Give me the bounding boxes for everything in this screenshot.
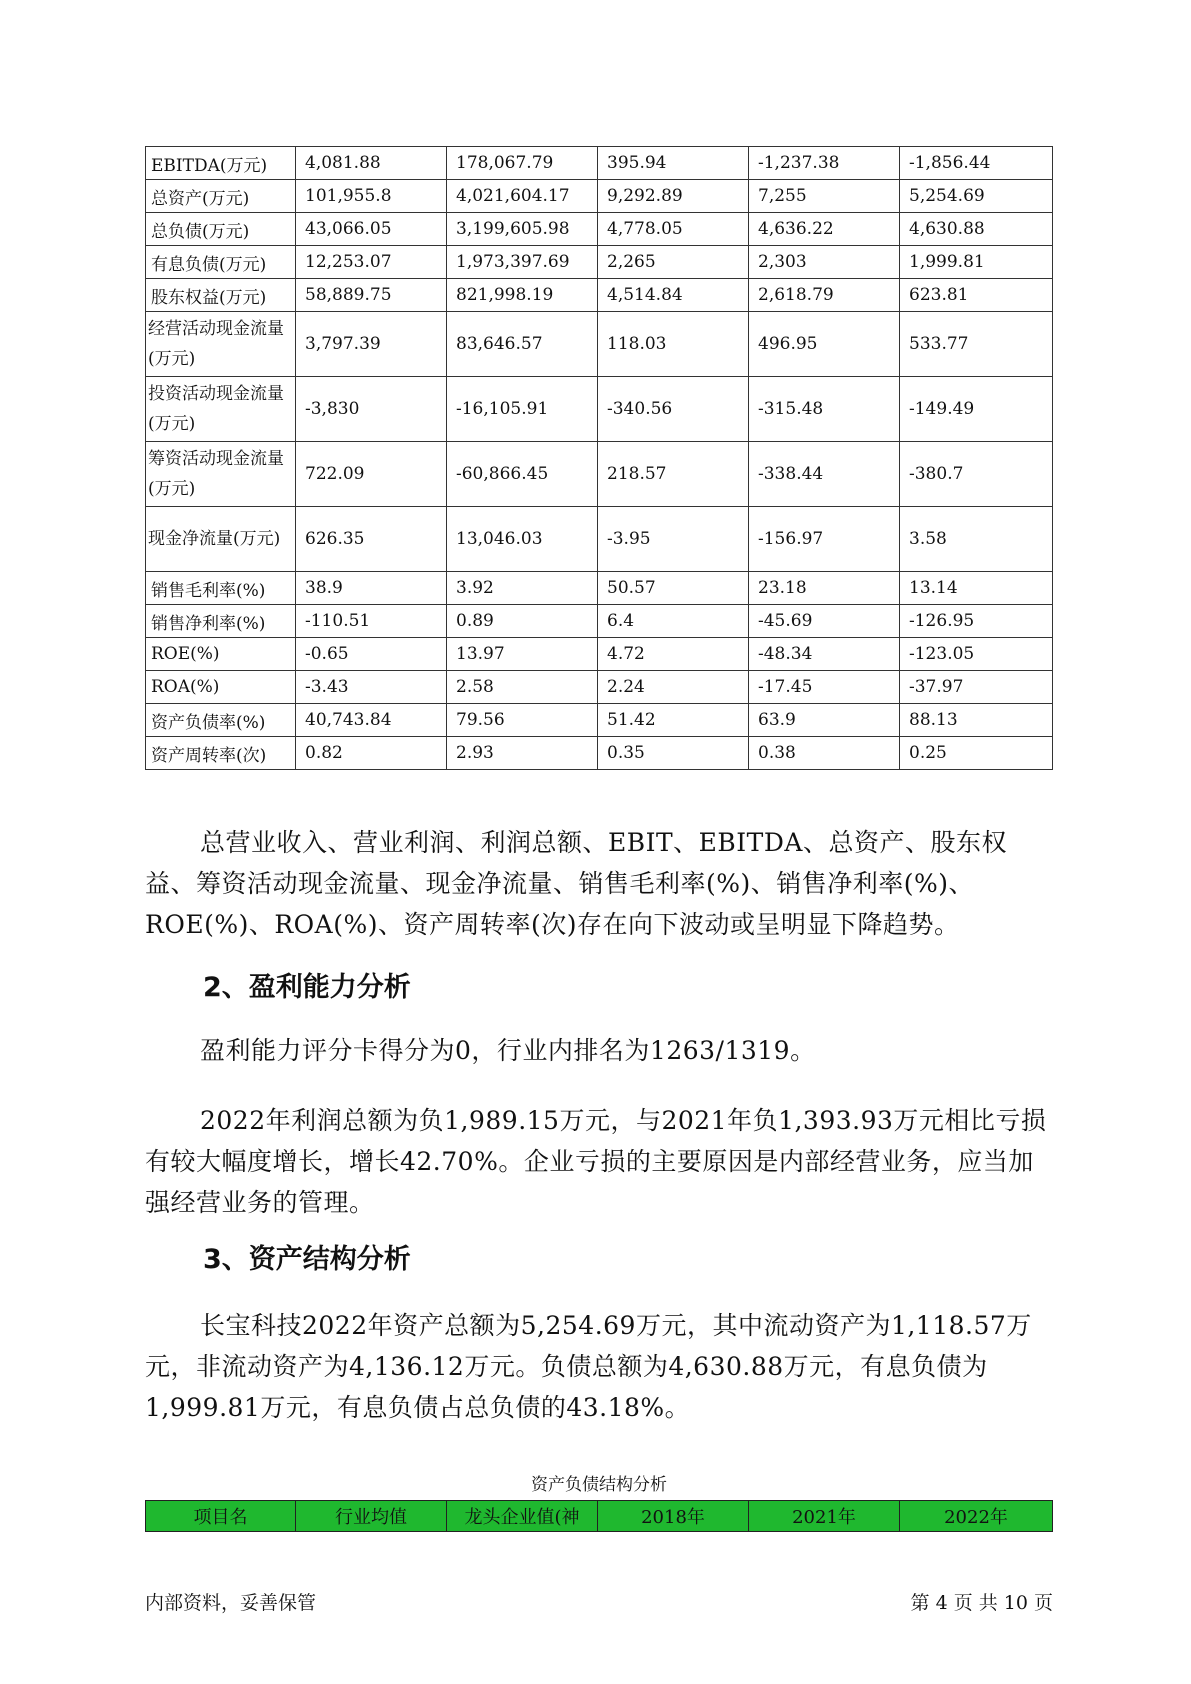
table-cell: 2,303 [749, 246, 900, 279]
table-cell: 101,955.8 [296, 180, 447, 213]
table-cell: -3.95 [598, 507, 749, 572]
table-cell: 58,889.75 [296, 279, 447, 312]
table-cell: 3.92 [447, 572, 598, 605]
table-cell: 3,797.39 [296, 312, 447, 377]
table-cell: 9,292.89 [598, 180, 749, 213]
table-caption: 资产负债结构分析 [531, 1475, 667, 1495]
table-cell: 4,636.22 [749, 213, 900, 246]
table-cell: 2.24 [598, 671, 749, 704]
table-cell: 623.81 [900, 279, 1053, 312]
row-label: 经营活动现金流量(万元) [146, 312, 296, 377]
table-cell: -45.69 [749, 605, 900, 638]
table-cell: 218.57 [598, 442, 749, 507]
header-cell: 行业均值 [296, 1501, 447, 1532]
table-cell: -380.7 [900, 442, 1053, 507]
row-label: 销售毛利率(%) [146, 572, 296, 605]
trend-paragraph: 总营业收入、营业利润、利润总额、EBIT、EBITDA、总资产、股东权益、筹资活动现金流量、现金净流量、销售毛利率(%)、销售净利率(%)、ROE(%)、ROA(%)、资产周转率(次)存在向下波动或呈明显下降趋势。 [145, 828, 1007, 939]
table-cell: -37.97 [900, 671, 1053, 704]
table-cell: 722.09 [296, 442, 447, 507]
table-cell: 83,646.57 [447, 312, 598, 377]
table-row [146, 507, 1053, 572]
balance-structure-table [145, 1500, 1053, 1532]
financial-table-body [146, 147, 1053, 770]
table-cell: 6.4 [598, 605, 749, 638]
table-cell: 40,743.84 [296, 704, 447, 737]
row-label: 筹资活动现金流量(万元) [146, 442, 296, 507]
table-row [146, 180, 1053, 213]
table-cell: 38.9 [296, 572, 447, 605]
table-cell: 13.14 [900, 572, 1053, 605]
table-cell: -16,105.91 [447, 377, 598, 442]
table-row [146, 147, 1053, 180]
table-cell: -17.45 [749, 671, 900, 704]
table-cell: 43,066.05 [296, 213, 447, 246]
table-cell: -60,866.45 [447, 442, 598, 507]
table-row [146, 246, 1053, 279]
table-cell: 2.93 [447, 737, 598, 770]
row-label: 现金净流量(万元) [146, 507, 296, 572]
table-row [146, 572, 1053, 605]
table-row [146, 671, 1053, 704]
table-cell: 12,253.07 [296, 246, 447, 279]
asset-paragraph: 长宝科技2022年资产总额为5,254.69万元，其中流动资产为1,118.57万元，非流动资产为4,136.12万元。负债总额为4,630.88万元，有息负债为1,999.81万元，有息负债占总负债的43.18%。 [145, 1311, 1032, 1422]
table-cell: 0.25 [900, 737, 1053, 770]
row-label: 资产负债率(%) [146, 704, 296, 737]
table-row [146, 638, 1053, 671]
table-cell: -3.43 [296, 671, 447, 704]
table-cell: 0.89 [447, 605, 598, 638]
row-label: 投资活动现金流量(万元) [146, 377, 296, 442]
table-row [146, 704, 1053, 737]
row-label: 资产周转率(次) [146, 737, 296, 770]
table-cell: -3,830 [296, 377, 447, 442]
table-cell: -48.34 [749, 638, 900, 671]
table-cell: -1,237.38 [749, 147, 900, 180]
table-cell: 1,973,397.69 [447, 246, 598, 279]
table-cell: -156.97 [749, 507, 900, 572]
table-cell: 821,998.19 [447, 279, 598, 312]
table-cell: 50.57 [598, 572, 749, 605]
table-cell: 2,618.79 [749, 279, 900, 312]
footer-page-number: 第 4 页 共 10 页 [910, 1592, 1053, 1614]
profitability-heading: 2、盈利能力分析 [203, 972, 411, 1003]
row-label: 销售净利率(%) [146, 605, 296, 638]
table-row [146, 279, 1053, 312]
table-cell: -0.65 [296, 638, 447, 671]
table-cell: 395.94 [598, 147, 749, 180]
table-cell: 79.56 [447, 704, 598, 737]
table-cell: 2,265 [598, 246, 749, 279]
table-cell: 3.58 [900, 507, 1053, 572]
row-label: 有息负债(万元) [146, 246, 296, 279]
table-cell: 4,630.88 [900, 213, 1053, 246]
table-cell: -126.95 [900, 605, 1053, 638]
table-row [146, 442, 1053, 507]
table-cell: -338.44 [749, 442, 900, 507]
table-cell: 4,778.05 [598, 213, 749, 246]
table-cell: 3,199,605.98 [447, 213, 598, 246]
table-cell: -315.48 [749, 377, 900, 442]
table-cell: 0.38 [749, 737, 900, 770]
table-row [146, 213, 1053, 246]
row-label: 总资产(万元) [146, 180, 296, 213]
table-cell: 5,254.69 [900, 180, 1053, 213]
table-cell: 2.58 [447, 671, 598, 704]
table-cell: 63.9 [749, 704, 900, 737]
score-paragraph: 盈利能力评分卡得分为0，行业内排名为1263/1319。 [200, 1036, 816, 1065]
row-label: EBITDA(万元) [146, 147, 296, 180]
table-cell: -1,856.44 [900, 147, 1053, 180]
table-cell: 4.72 [598, 638, 749, 671]
table-cell: 178,067.79 [447, 147, 598, 180]
header-cell: 2021年 [749, 1501, 900, 1532]
row-label: ROA(%) [146, 671, 296, 704]
table-cell: 0.82 [296, 737, 447, 770]
row-label: 总负债(万元) [146, 213, 296, 246]
table-cell: 496.95 [749, 312, 900, 377]
table-cell: 88.13 [900, 704, 1053, 737]
table-cell: -110.51 [296, 605, 447, 638]
profit-paragraph: 2022年利润总额为负1,989.15万元，与2021年负1,393.93万元相比亏损有较大幅度增长，增长42.70%。企业亏损的主要原因是内部经营业务，应当加强经营业务的管理。 [145, 1106, 1047, 1217]
table-cell: -340.56 [598, 377, 749, 442]
footer-confidential: 内部资料，妥善保管 [145, 1592, 317, 1614]
row-label: ROE(%) [146, 638, 296, 671]
row-label: 股东权益(万元) [146, 279, 296, 312]
asset-structure-heading: 3、资产结构分析 [203, 1244, 411, 1275]
table-header-row [146, 1501, 1053, 1532]
table-cell: 23.18 [749, 572, 900, 605]
table-cell: 4,514.84 [598, 279, 749, 312]
table-row [146, 377, 1053, 442]
table-cell: 13,046.03 [447, 507, 598, 572]
header-cell: 龙头企业值(神 [447, 1501, 598, 1532]
table-cell: 13.97 [447, 638, 598, 671]
table-row [146, 312, 1053, 377]
table-cell: 0.35 [598, 737, 749, 770]
table-cell: 533.77 [900, 312, 1053, 377]
header-cell: 项目名 [146, 1501, 296, 1532]
table-row [146, 737, 1053, 770]
header-cell: 2018年 [598, 1501, 749, 1532]
table-cell: 626.35 [296, 507, 447, 572]
table-cell: 1,999.81 [900, 246, 1053, 279]
header-cell: 2022年 [900, 1501, 1053, 1532]
table-cell: -149.49 [900, 377, 1053, 442]
table-cell: 4,021,604.17 [447, 180, 598, 213]
table-cell: -123.05 [900, 638, 1053, 671]
table-cell: 51.42 [598, 704, 749, 737]
table-cell: 7,255 [749, 180, 900, 213]
table-cell: 4,081.88 [296, 147, 447, 180]
table-cell: 118.03 [598, 312, 749, 377]
financial-indicators-table [145, 146, 1053, 770]
table-row [146, 605, 1053, 638]
